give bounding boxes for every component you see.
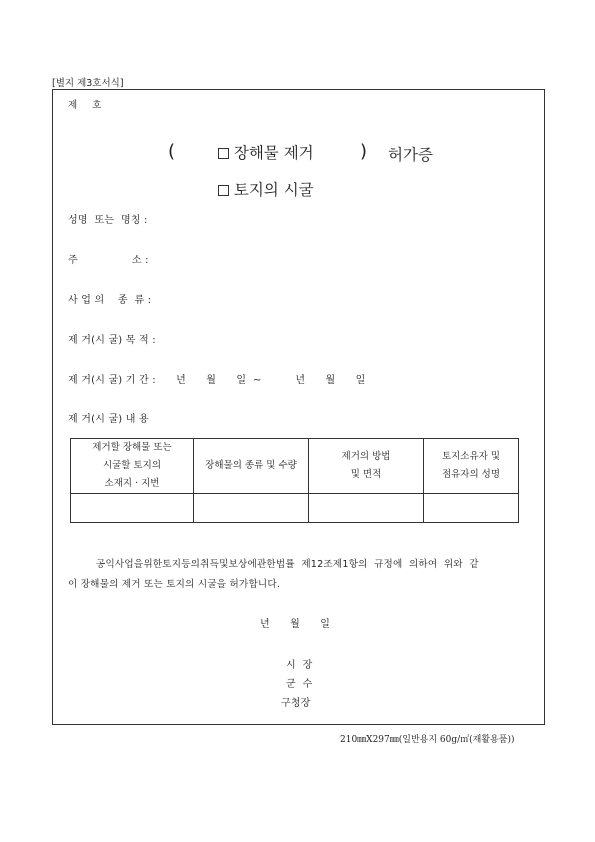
title-option-obstacle-removal — [208, 123, 314, 163]
field-content: 제 거(시 굴) 내 용 — [68, 414, 149, 425]
title-close-paren: ) — [360, 141, 368, 162]
checkbox-icon — [218, 185, 229, 196]
field-name: 성명 또는 명칭 : — [68, 215, 148, 226]
statement-line-2: 이 장해물의 제거 또는 토지의 시굴을 허가합니다. — [68, 579, 281, 590]
header-location: 제거할 장해물 또는 시굴할 토지의 소재지 · 지번 — [71, 439, 194, 494]
title-option-land-label: 토지의 시굴 — [233, 181, 314, 199]
permit-number-label: 제 호 — [68, 100, 102, 111]
header-owner: 토지소유자 및 점유자의 성명 — [424, 439, 519, 494]
table-header-row — [71, 439, 519, 494]
title-option-obstacle-label: 장해물 제거 — [233, 144, 314, 162]
table-cell[interactable] — [309, 494, 424, 523]
removal-detail-table — [70, 438, 519, 523]
field-period: 제 거(시 굴) 기 간 : 년 월 일 ~ 년 월 일 — [68, 375, 366, 386]
title-suffix: 허가증 — [388, 146, 433, 164]
header-method-area: 제거의 방법 및 면적 — [309, 439, 424, 494]
field-address: 주 소 : — [68, 255, 149, 266]
field-purpose: 제 거(시 굴) 목 적 : — [68, 335, 156, 346]
title-option-land-trial-dig — [208, 160, 314, 200]
signer-district-head: 구청장 — [281, 698, 311, 709]
header-obstacle-kind: 장해물의 종류 및 수량 — [194, 439, 309, 494]
checkbox-icon — [218, 148, 229, 159]
field-business-type: 사 업 의 종 류 : — [68, 295, 152, 306]
table-cell[interactable] — [71, 494, 194, 523]
table-cell[interactable] — [424, 494, 519, 523]
title-open-paren: ( — [168, 141, 176, 162]
paper-spec-footer: 210㎜X297㎜(일반용지 60g/㎡(재활용품)) — [340, 735, 515, 745]
signer-county-head: 군 수 — [286, 679, 313, 690]
signer-mayor: 시 장 — [286, 660, 313, 671]
statement-line-1: 공익사업을위한토지등의취득및보상에관한법률 제12조제1항의 규정에 의하여 위와 같 — [96, 559, 479, 570]
table-cell[interactable] — [194, 494, 309, 523]
form-label: [별지 제3호서식] — [52, 78, 124, 89]
table-row — [71, 494, 519, 523]
issue-date: 년 월 일 — [260, 619, 331, 630]
